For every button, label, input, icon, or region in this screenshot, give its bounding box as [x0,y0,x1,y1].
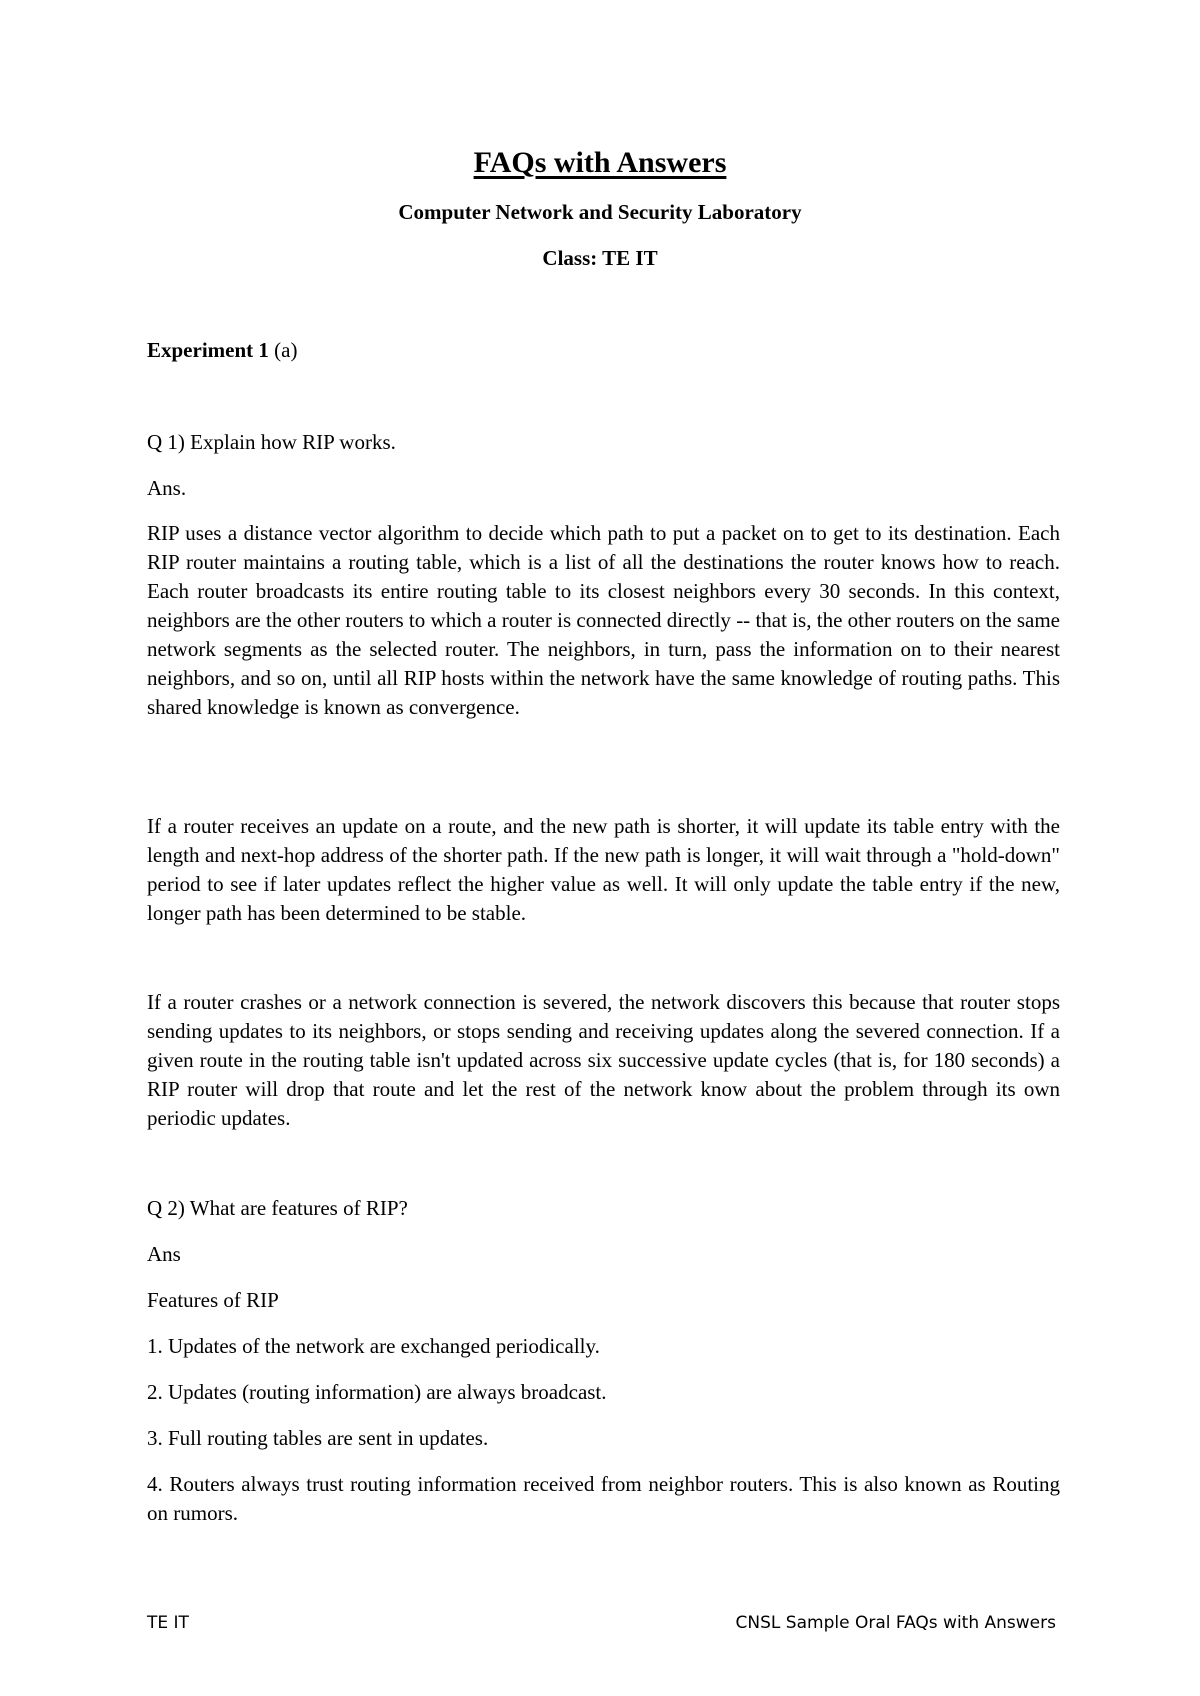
page-title: FAQs with Answers [473,146,727,179]
experiment-suffix: (a) [268,338,298,362]
course-subtitle: Computer Network and Security Laboratory [398,200,802,224]
question-1: Q 1) Explain how RIP works. [147,430,396,454]
feature-item: 3. Full routing tables are sent in updates. [147,1426,489,1450]
class-line: Class: TE IT [542,246,658,270]
question-2: Q 2) What are features of RIP? [147,1196,408,1220]
experiment-label: Experiment 1 [147,338,269,362]
answer-1-label: Ans. [147,476,187,500]
feature-item: 4. Routers always trust routing information received from neighbor routers. This is also known as Routing on rumors. [147,1472,1060,1525]
footer-right: CNSL Sample Oral FAQs with Answers [735,1613,1056,1633]
footer-left: TE IT [147,1613,189,1633]
feature-item: 2. Updates (routing information) are always broadcast. [147,1380,607,1404]
features-heading: Features of RIP [147,1288,279,1312]
answer-1-paragraph: RIP uses a distance vector algorithm to decide which path to put a packet on to get to its destination. Each RIP router maintains a routing table, which is a list of all the destinations the router knows how to reach. Each router broadcasts its entire routing table to its closest neighbors every 30 seconds. In this context, neighbors are the other routers to which a router is connected directly -- that is, the other routers on the same network segments as the selected router. The neighbors, in turn, pass the information on to their nearest neighbors, and so on, until all RIP hosts within the network have the same knowledge of routing paths. This shared knowledge is known as convergence. [147,521,1060,719]
experiment-heading [147,338,297,363]
answer-2-label: Ans [147,1242,181,1266]
feature-item: 1. Updates of the network are exchanged periodically. [147,1334,600,1358]
answer-1-paragraph: If a router crashes or a network connection is severed, the network discovers this because that router stops sending updates to its neighbors, or stops sending and receiving updates along the severed connection. If a given route in the routing table isn't updated across six successive update cycles (that is, for 180 seconds) a RIP router will drop that route and let the rest of the network know about the problem through its own periodic updates. [147,990,1060,1130]
answer-1-paragraph: If a router receives an update on a route, and the new path is shorter, it will update its table entry with the length and next-hop address of the shorter path. If the new path is longer, it will wait through a "hold-down" period to see if later updates reflect the higher value as well. It will only update the table entry if the new, longer path has been determined to be stable. [147,814,1060,925]
